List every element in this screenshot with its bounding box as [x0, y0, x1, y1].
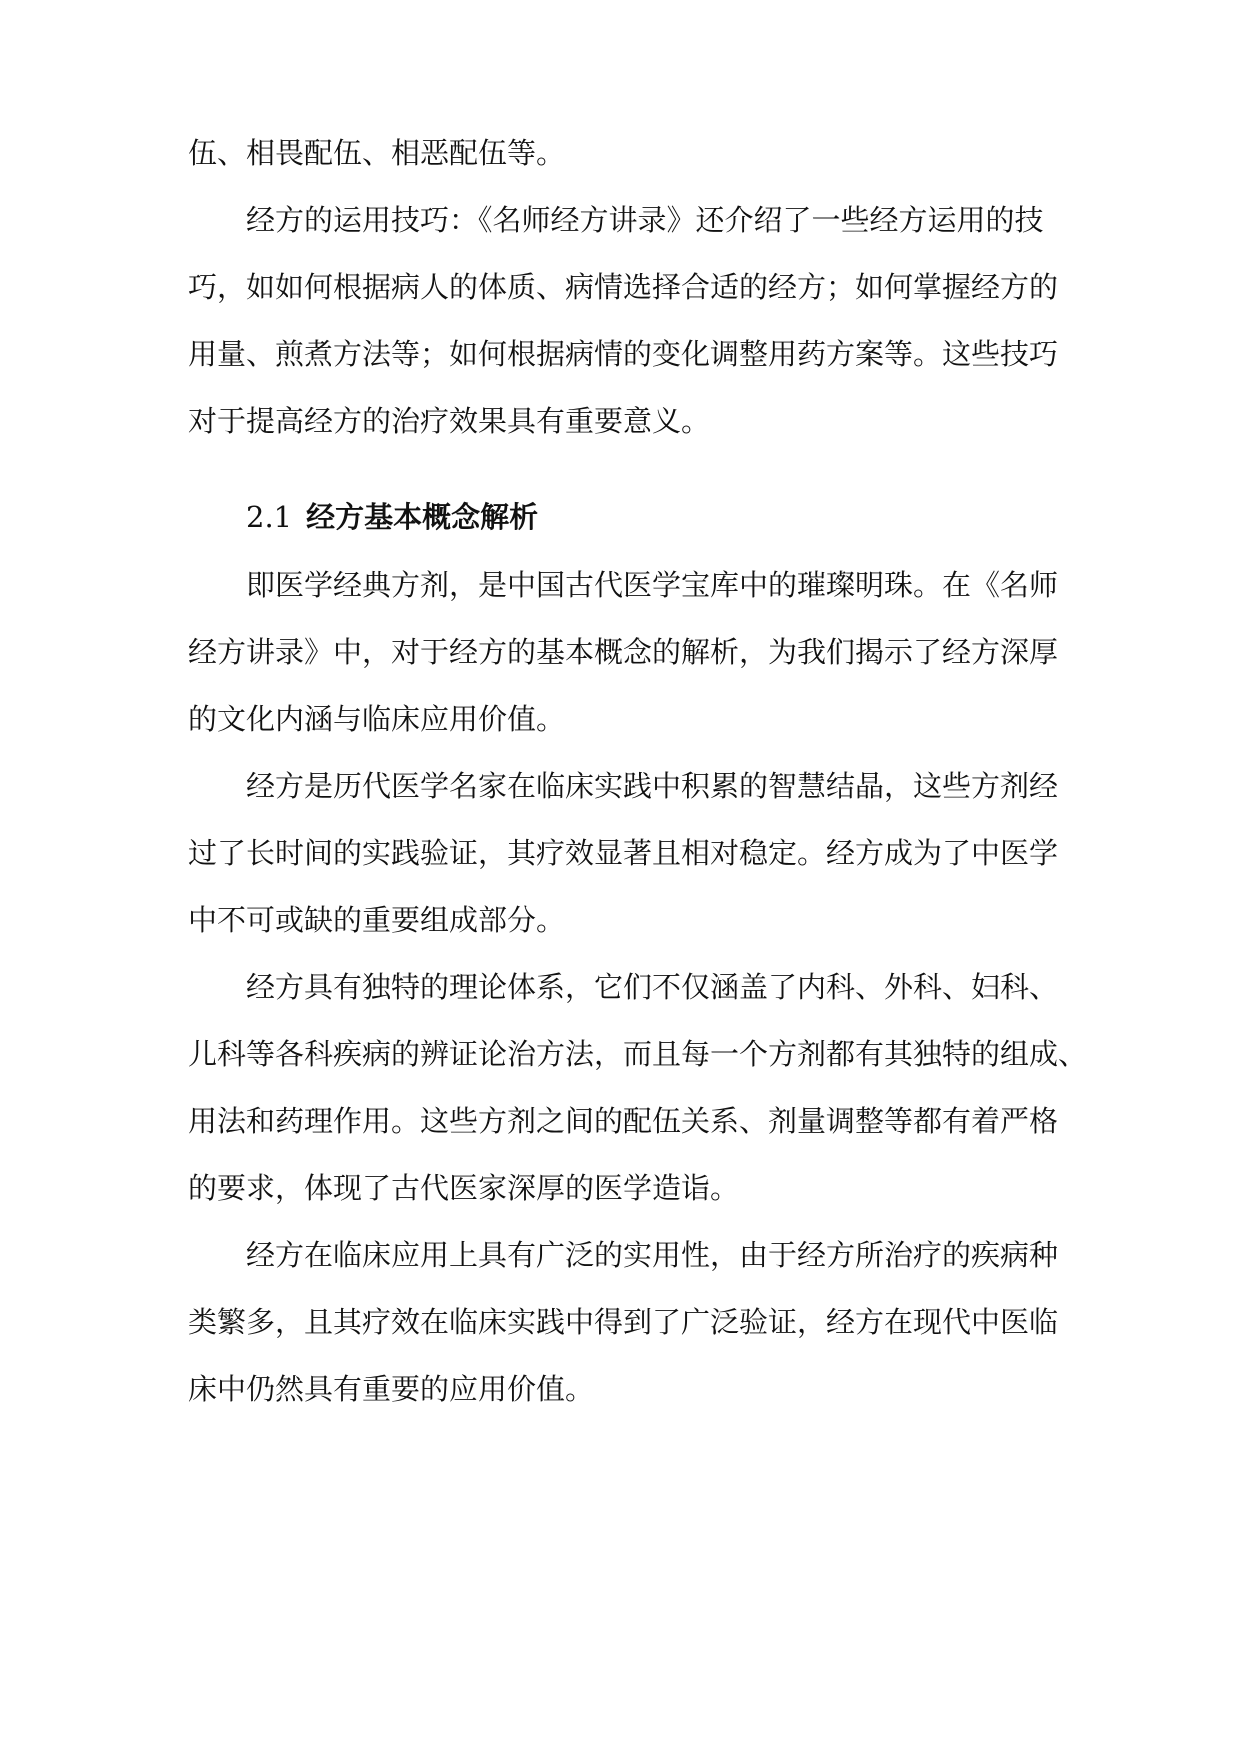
paragraph-line: 过了长时间的实践验证，其疗效显著且相对稳定。经方成为了中医学 — [188, 836, 1059, 870]
paragraph-line: 类繁多，且其疗效在临床实践中得到了广泛验证，经方在现代中医临 — [188, 1305, 1059, 1339]
paragraph-line: 床中仍然具有重要的应用价值。 — [188, 1372, 595, 1406]
paragraph-line: 用法和药理作用。这些方剂之间的配伍关系、剂量调整等都有着严格 — [188, 1104, 1059, 1138]
paragraph-line: 即医学经典方剂，是中国古代医学宝库中的璀璨明珠。在《名师 — [246, 568, 1059, 602]
paragraph-line: 伍、相畏配伍、相恶配伍等。 — [188, 136, 566, 170]
section-number: 2.1 — [246, 500, 293, 534]
paragraph-line: 经方在临床应用上具有广泛的实用性，由于经方所治疗的疾病种 — [246, 1238, 1059, 1272]
paragraph-line: 中不可或缺的重要组成部分。 — [188, 903, 566, 937]
paragraph-line: 的要求，体现了古代医家深厚的医学造诣。 — [188, 1171, 740, 1205]
paragraph-line: 经方具有独特的理论体系，它们不仅涵盖了内科、外科、妇科、 — [246, 970, 1059, 1004]
paragraph-line: 经方的运用技巧：《名师经方讲录》还介绍了一些经方运用的技 — [246, 203, 1044, 237]
paragraph-line: 经方讲录》中，对于经方的基本概念的解析，为我们揭示了经方深厚 — [188, 635, 1059, 669]
paragraph-line: 经方是历代医学名家在临床实践中积累的智慧结晶，这些方剂经 — [246, 769, 1059, 803]
paragraph-line: 用量、煎煮方法等；如何根据病情的变化调整用药方案等。这些技巧 — [188, 337, 1059, 371]
section-heading — [246, 497, 538, 537]
section-title: 经方基本概念解析 — [306, 500, 539, 534]
paragraph-line: 的文化内涵与临床应用价值。 — [188, 702, 566, 736]
paragraph-line: 对于提高经方的治疗效果具有重要意义。 — [188, 404, 711, 438]
paragraph-line: 巧，如如何根据病人的体质、病情选择合适的经方；如何掌握经方的 — [188, 270, 1059, 304]
paragraph-line: 儿科等各科疾病的辨证论治方法，而且每一个方剂都有其独特的组成、 — [188, 1037, 1088, 1071]
